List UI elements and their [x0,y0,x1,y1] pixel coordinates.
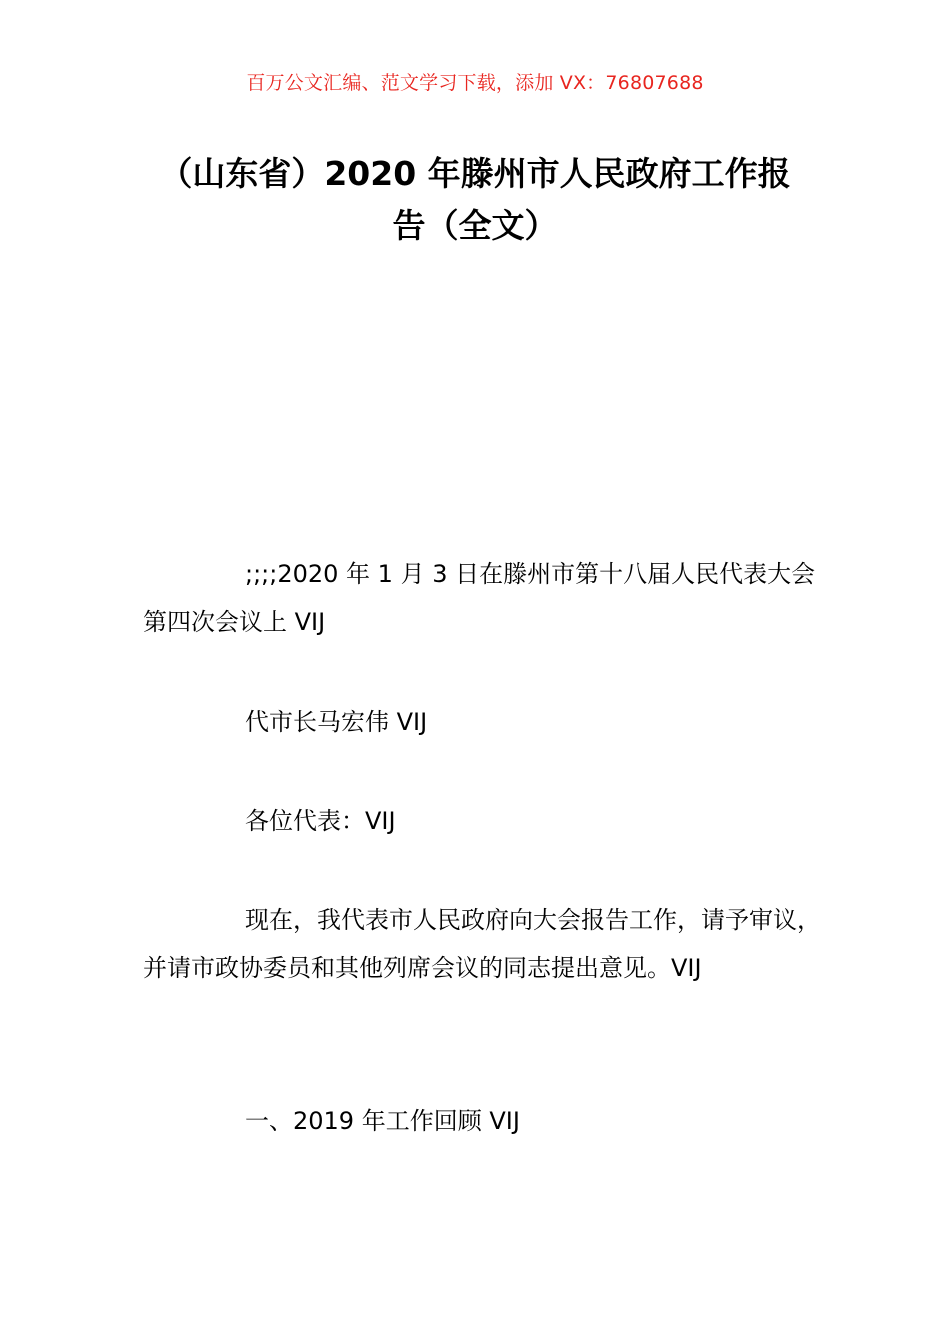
section-heading: 一、2019 年工作回顾 VIJ [245,1107,520,1135]
document-title-line-1: （山东省）2020 年滕州市人民政府工作报 [159,154,791,193]
speaker-line: 代市长马宏伟 VIJ [245,708,428,736]
header-watermark-line: 百万公文汇编、范文学习下载，添加 VX：76807688 [246,72,704,94]
intro-paragraph: 现在，我代表市人民政府向大会报告工作，请予审议，并请市政协委员和其他列席会议的同志提出意见。VIJ [143,906,821,982]
document-title [0,148,950,252]
meeting-info-paragraph: ;;;;2020 年 1 月 3 日在滕州市第十八届人民代表大会第四次会议上 VIJ [143,560,816,636]
document-title-line-2: 告（全文） [392,206,558,245]
salutation-line: 各位代表：VIJ [245,807,396,835]
